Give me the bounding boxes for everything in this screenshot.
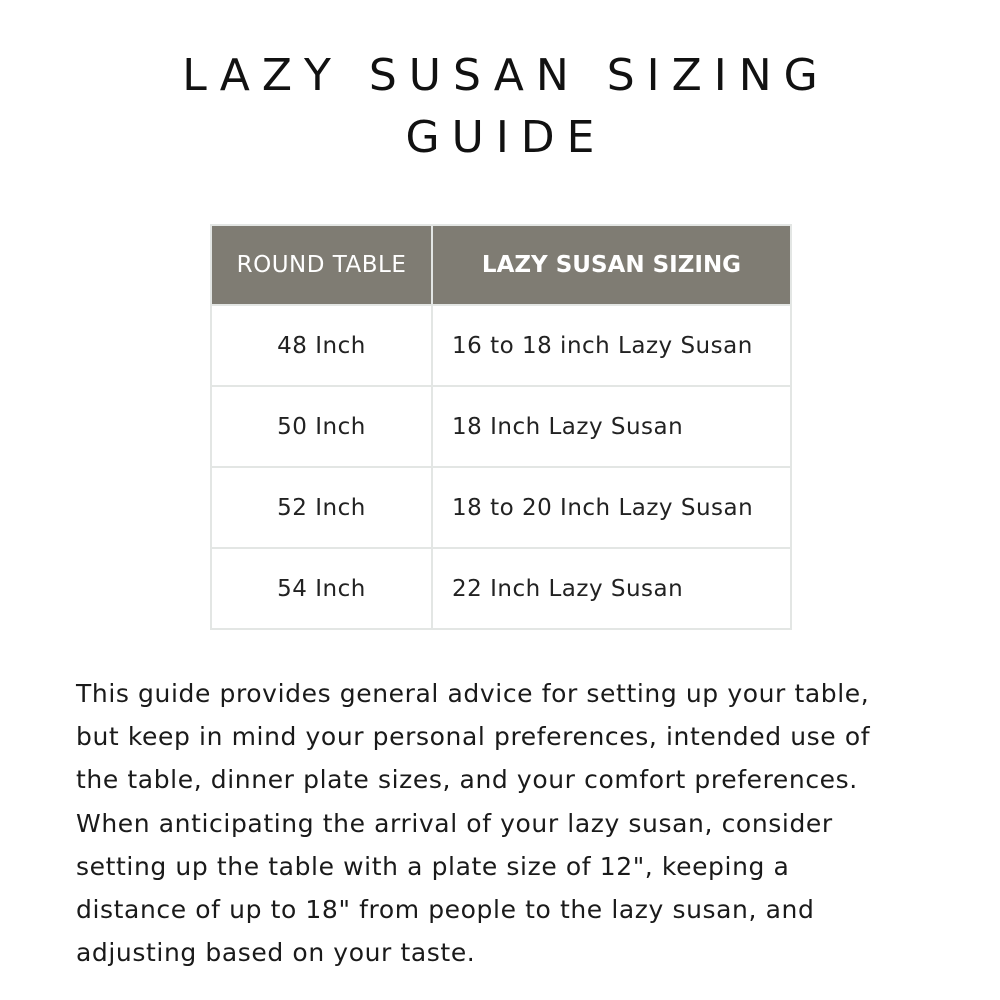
sizing-table (210, 224, 792, 630)
table-row (211, 386, 791, 467)
header-lazy-susan-sizing: LAZY SUSAN SIZING (432, 225, 791, 305)
table-row (211, 467, 791, 548)
page-title (0, 45, 1000, 169)
table-size-cell: 52 Inch (211, 467, 432, 548)
table-row (211, 548, 791, 629)
table-size-cell: 48 Inch (211, 305, 432, 386)
page-title-line-2: GUIDE (405, 112, 607, 163)
guide-description: This guide provides general advice for setting up your table, but keep in mind your personal preferences, intended use of the table, dinner plate sizes, and your comfort preferences. When anticipating the arrival of your lazy susan, consider setting up the table with a plate size of 12", keeping a distance of up to 18" from people to the lazy susan, and adjusting based on your taste. (76, 679, 871, 968)
table-row (211, 305, 791, 386)
lazy-susan-size-cell: 18 to 20 Inch Lazy Susan (432, 467, 791, 548)
lazy-susan-size-cell: 22 Inch Lazy Susan (432, 548, 791, 629)
table-size-cell: 50 Inch (211, 386, 432, 467)
header-round-table: ROUND TABLE (211, 225, 432, 305)
lazy-susan-size-cell: 18 Inch Lazy Susan (432, 386, 791, 467)
table-size-cell: 54 Inch (211, 548, 432, 629)
lazy-susan-size-cell: 16 to 18 inch Lazy Susan (432, 305, 791, 386)
page-title-line-1: LAZY SUSAN SIZING (182, 50, 830, 101)
table-header-row (211, 225, 791, 305)
